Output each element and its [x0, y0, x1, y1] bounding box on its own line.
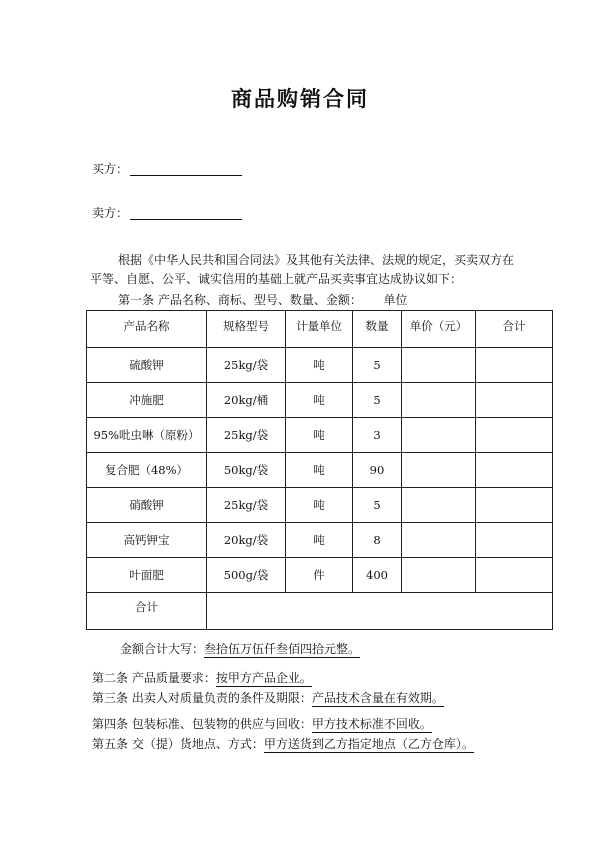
seller-line: [92, 204, 242, 221]
product-spec: 50kg/袋: [207, 453, 286, 488]
product-unit: 吨: [286, 453, 353, 488]
product-name: 冲施肥: [87, 383, 207, 418]
table-row: [87, 418, 553, 453]
article-4-label: 第四条: [92, 717, 129, 731]
intro-paragraph: 根据《中华人民共和国合同法》及其他有关法律、法规的规定，买卖双方在平等、自愿、公平、诚实信用的基础上就产品买卖事宜达成协议如下：: [90, 253, 515, 286]
product-qty: 8: [353, 523, 402, 558]
table-total-row: [87, 593, 553, 630]
product-spec: 25kg/袋: [207, 488, 286, 523]
product-total: [476, 348, 553, 383]
header-cell: 计量单位: [286, 311, 353, 348]
buyer-line: [92, 160, 242, 177]
header-cell: 单价（元）: [402, 311, 476, 348]
article-4-value: 甲方技术标准不回收。: [311, 717, 432, 731]
product-unit: 吨: [286, 418, 353, 453]
product-name: 硝酸钾: [87, 488, 207, 523]
table-row: [87, 523, 553, 558]
product-spec: 25kg/袋: [207, 418, 286, 453]
product-price: [402, 418, 476, 453]
header-cell: 规格型号: [207, 311, 286, 348]
article-3-value: 产品技术含量在有效期。: [311, 691, 444, 705]
article-5-text: 交（提）货地点、方式：: [131, 737, 264, 751]
product-unit: 吨: [286, 488, 353, 523]
product-name: 高钙钾宝: [87, 523, 207, 558]
product-qty: 400: [353, 558, 402, 593]
product-qty: 3: [353, 418, 402, 453]
seller-label: 卖方：: [92, 206, 129, 220]
product-name: 复合肥（48%）: [87, 453, 207, 488]
product-qty: 5: [353, 488, 402, 523]
product-table: [86, 310, 553, 630]
header-cell: 产品名称: [87, 311, 207, 348]
total-value: [207, 593, 553, 630]
product-qty: 90: [353, 453, 402, 488]
article-3-text: 出卖人对质量负责的条件及期限：: [131, 691, 312, 705]
product-name: 叶面肥: [87, 558, 207, 593]
product-price: [402, 348, 476, 383]
article-3: [92, 689, 444, 706]
article-3-label: 第三条: [92, 691, 129, 705]
amount-label: 金额合计大写：: [120, 642, 205, 656]
product-total: [476, 418, 553, 453]
article-1-text: 产品名称、商标、型号、数量、金额：: [157, 293, 362, 307]
product-spec: 20kg/袋: [207, 523, 286, 558]
article-1-unit: 单位: [383, 293, 408, 307]
header-cell: 合计: [476, 311, 553, 348]
product-qty: 5: [353, 348, 402, 383]
article-5-value: 甲方送货到乙方指定地点（乙方仓库）。: [263, 737, 474, 751]
article-2-value: 按甲方产品企业。: [215, 671, 312, 685]
article-4: [92, 715, 432, 732]
table-row: [87, 348, 553, 383]
table-row: [87, 383, 553, 418]
product-qty: 5: [353, 383, 402, 418]
product-total: [476, 453, 553, 488]
amount-value: 叁拾伍万伍仟叁佰四拾元整。: [204, 642, 361, 656]
article-4-text: 包装标准、包装物的供应与回收：: [131, 717, 312, 731]
contract-title: 商品购销合同: [231, 86, 369, 111]
product-spec: 20kg/桶: [207, 383, 286, 418]
amount-line: [120, 640, 360, 657]
article-5-label: 第五条: [92, 737, 129, 751]
article-5: [92, 735, 474, 752]
product-price: [402, 453, 476, 488]
article-2: [92, 669, 312, 686]
product-unit: 吨: [286, 523, 353, 558]
table-row: [87, 453, 553, 488]
product-total: [476, 558, 553, 593]
product-unit: 吨: [286, 348, 353, 383]
table-row: [87, 558, 553, 593]
product-spec: 25kg/袋: [207, 348, 286, 383]
product-price: [402, 558, 476, 593]
product-total: [476, 488, 553, 523]
product-unit: 件: [286, 558, 353, 593]
table-row: [87, 488, 553, 523]
total-label: 合计: [87, 593, 207, 630]
article-2-label: 第二条: [92, 671, 129, 685]
header-cell: 数量: [353, 311, 402, 348]
product-total: [476, 523, 553, 558]
product-price: [402, 488, 476, 523]
product-unit: 吨: [286, 383, 353, 418]
product-spec: 500g/袋: [207, 558, 286, 593]
seller-blank[interactable]: [130, 205, 242, 220]
article-1: [118, 291, 408, 308]
table-header-row: [87, 311, 553, 348]
product-total: [476, 383, 553, 418]
buyer-blank[interactable]: [130, 161, 242, 176]
product-price: [402, 523, 476, 558]
buyer-label: 买方：: [92, 162, 129, 176]
product-name: 硫酸钾: [87, 348, 207, 383]
article-2-text: 产品质量要求：: [131, 671, 216, 685]
product-name: 95%吡虫啉（原粉）: [87, 418, 207, 453]
product-price: [402, 383, 476, 418]
article-1-label: 第一条: [118, 293, 155, 307]
